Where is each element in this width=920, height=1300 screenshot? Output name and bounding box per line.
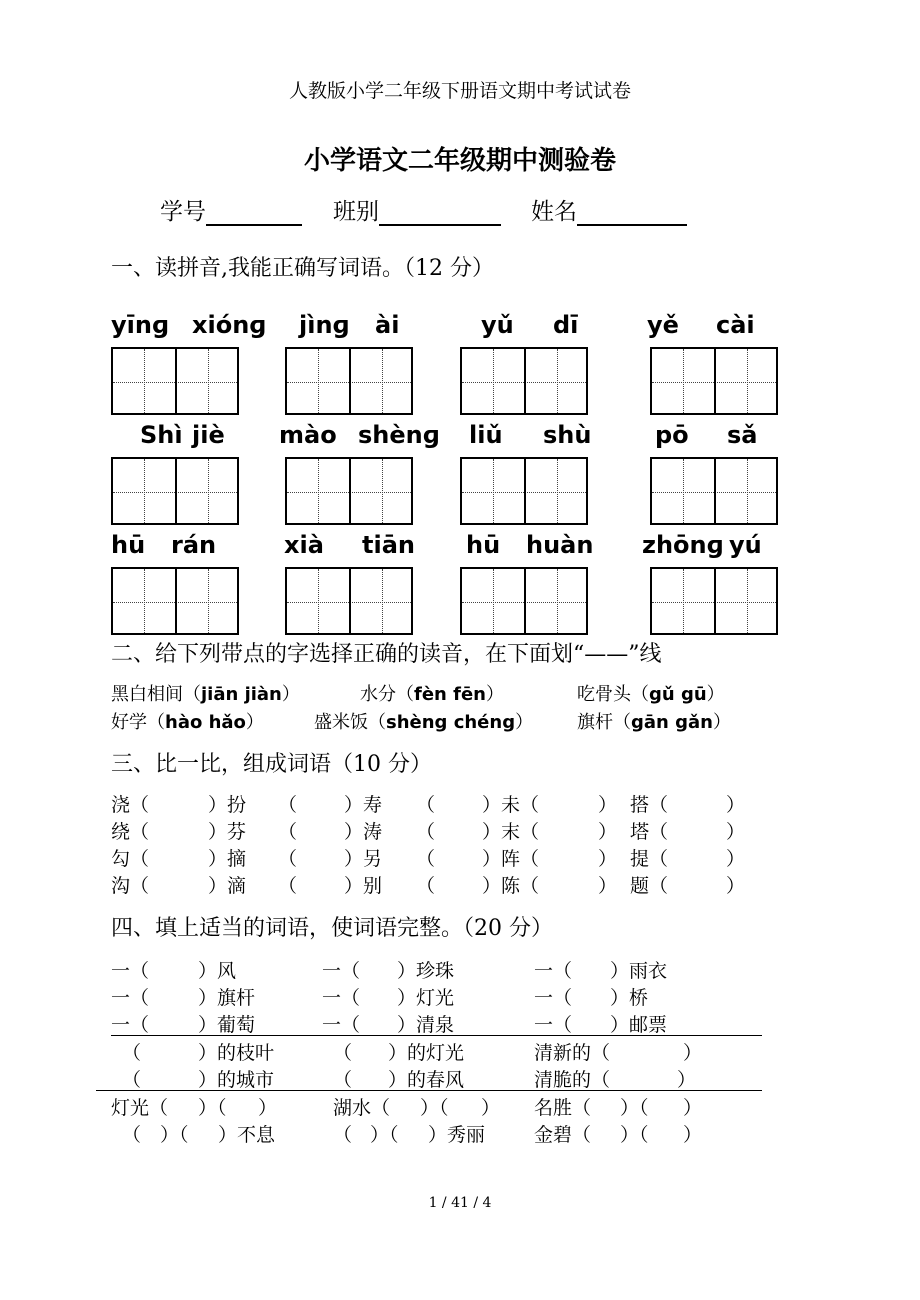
pinyin-word: cài — [716, 311, 755, 339]
compare-cell[interactable]: ） — [726, 794, 746, 816]
fill-cell[interactable]: （ — [333, 1069, 353, 1091]
fill-cell[interactable]: ）葡萄 — [198, 1014, 256, 1036]
fill-cell[interactable]: （ — [122, 1124, 142, 1146]
fill-cell[interactable]: ）秀丽 — [428, 1124, 486, 1146]
fill-cell[interactable]: ）（ — [620, 1097, 649, 1119]
compare-cell[interactable]: 题（ — [630, 875, 669, 897]
writing-grid[interactable] — [650, 347, 778, 415]
fill-cell[interactable]: ）旗杆 — [198, 987, 256, 1009]
fill-cell[interactable]: ） — [481, 1097, 501, 1119]
compare-cell[interactable]: ） — [726, 821, 746, 843]
fill-cell[interactable]: ）（ — [620, 1124, 649, 1146]
compare-cell[interactable]: 绕（ — [111, 821, 150, 843]
fill-cell[interactable]: 名胜（ — [534, 1097, 592, 1119]
fill-cell[interactable]: 一（ — [534, 1014, 573, 1036]
pinyin-word: xià — [284, 531, 324, 559]
fill-cell[interactable]: ）（ — [370, 1124, 399, 1146]
compare-cell[interactable]: ）滴 — [208, 875, 247, 897]
fill-cell[interactable]: ）不息 — [218, 1124, 276, 1146]
writing-grid[interactable] — [285, 347, 413, 415]
section-1-title: 一、读拼音,我能正确写词语。（12 分） — [111, 256, 494, 281]
fill-cell[interactable]: ） — [677, 1069, 697, 1091]
reading-option[interactable]: 旗杆（gān gǎn） — [577, 712, 731, 733]
section-3-title: 三、比一比，组成词语（10 分） — [111, 752, 432, 777]
divider-line — [111, 1035, 762, 1036]
compare-cell[interactable]: 提（ — [630, 848, 669, 870]
pinyin-word: shènɡ — [358, 421, 440, 449]
student-id-blank[interactable] — [206, 200, 302, 226]
fill-cell[interactable]: ）清泉 — [397, 1014, 455, 1036]
compare-cell[interactable]: ）未（ — [482, 794, 540, 816]
compare-cell[interactable]: ）阵（ — [482, 848, 540, 870]
fill-cell[interactable]: 湖水（ — [333, 1097, 391, 1119]
writing-grid[interactable] — [111, 347, 239, 415]
fill-cell[interactable]: 一（ — [534, 987, 573, 1009]
reading-option[interactable]: 吃骨头（gǔ gū） — [577, 684, 725, 705]
fill-cell[interactable]: 一（ — [322, 1014, 361, 1036]
pinyin-word: yǔ — [481, 311, 514, 339]
pinyin-word: rán — [171, 531, 217, 559]
name-label: 姓名 — [531, 199, 577, 225]
section-2-title: 二、给下列带点的字选择正确的读音，在下面划“——”线 — [111, 642, 662, 667]
compare-cell[interactable]: 塔（ — [630, 821, 669, 843]
writing-grid[interactable] — [460, 457, 588, 525]
compare-cell[interactable]: ）扮 — [208, 794, 247, 816]
fill-cell[interactable]: ） — [683, 1042, 703, 1064]
pinyin-word: tiān — [362, 531, 415, 559]
compare-cell[interactable]: （ — [416, 875, 436, 897]
fill-cell[interactable]: ）（ — [420, 1097, 449, 1119]
fill-cell[interactable]: ）的枝叶 — [198, 1042, 275, 1064]
student-id-label: 学号 — [160, 199, 206, 225]
pinyin-word: ài — [375, 311, 400, 339]
writing-grid[interactable] — [460, 567, 588, 635]
pinyin-word: pō — [655, 421, 689, 449]
fill-cell[interactable]: 一（ — [111, 1014, 150, 1036]
compare-cell[interactable]: ） — [598, 821, 618, 843]
fill-cell[interactable]: 清新的（ — [534, 1042, 611, 1064]
reading-option[interactable]: 盛米饭（shèng chéng） — [314, 712, 534, 733]
pinyin-word: liǔ — [469, 421, 503, 449]
compare-cell[interactable]: （ — [278, 794, 298, 816]
fill-cell[interactable]: ）（ — [198, 1097, 227, 1119]
reading-option[interactable]: 黑白相间（jiān jiàn） — [111, 684, 300, 705]
pinyin-word: hū — [466, 531, 501, 559]
fill-cell[interactable]: 一（ — [322, 960, 361, 982]
compare-cell[interactable]: 搭（ — [630, 794, 669, 816]
writing-grid[interactable] — [650, 567, 778, 635]
compare-cell[interactable]: （ — [416, 848, 436, 870]
class-field[interactable] — [333, 193, 501, 226]
pinyin-word: jiè — [192, 421, 225, 449]
writing-grid[interactable] — [650, 457, 778, 525]
pinyin-word: hū — [111, 531, 146, 559]
fill-cell[interactable]: （ — [333, 1124, 353, 1146]
fill-cell[interactable]: ） — [683, 1097, 703, 1119]
pinyin-word: dī — [553, 311, 579, 339]
compare-cell[interactable]: ）末（ — [482, 821, 540, 843]
compare-cell[interactable]: ）别 — [344, 875, 383, 897]
fill-cell[interactable]: 金碧（ — [534, 1124, 592, 1146]
fill-cell[interactable]: ）的灯光 — [388, 1042, 465, 1064]
pinyin-word: Shì — [140, 421, 183, 449]
compare-cell[interactable]: ）涛 — [344, 821, 383, 843]
compare-cell[interactable]: ） — [726, 848, 746, 870]
fill-cell[interactable]: ） — [683, 1124, 703, 1146]
fill-cell[interactable]: ） — [258, 1097, 278, 1119]
compare-cell[interactable]: 浇（ — [111, 794, 150, 816]
page-number: 1 / 41 / 4 — [428, 1195, 492, 1211]
compare-cell[interactable]: （ — [416, 821, 436, 843]
reading-option[interactable]: 水分（fèn fēn） — [360, 684, 504, 705]
compare-cell[interactable]: 沟（ — [111, 875, 150, 897]
pinyin-word: zhōnɡ — [642, 531, 724, 559]
compare-cell[interactable]: ）陈（ — [482, 875, 540, 897]
pinyin-word: huàn — [526, 531, 594, 559]
compare-cell[interactable]: （ — [278, 821, 298, 843]
compare-cell[interactable]: ）寿 — [344, 794, 383, 816]
fill-cell[interactable]: ）雨衣 — [610, 960, 668, 982]
fill-cell[interactable]: 一（ — [322, 987, 361, 1009]
fill-cell[interactable]: ）（ — [160, 1124, 189, 1146]
pinyin-word: jìnɡ — [299, 311, 350, 339]
pinyin-word: yú — [729, 531, 762, 559]
name-field[interactable] — [531, 193, 687, 226]
compare-cell[interactable]: ）芬 — [208, 821, 247, 843]
divider-line — [96, 1090, 762, 1091]
class-label: 班别 — [333, 199, 379, 225]
compare-cell[interactable]: ） — [598, 794, 618, 816]
fill-cell[interactable]: 清脆的（ — [534, 1069, 611, 1091]
writing-grid[interactable] — [460, 347, 588, 415]
compare-cell[interactable]: ）另 — [344, 848, 383, 870]
section-4-title: 四、填上适当的词语，使词语完整。（20 分） — [111, 916, 553, 941]
fill-cell[interactable]: ）灯光 — [397, 987, 455, 1009]
pinyin-word: shù — [543, 421, 592, 449]
pinyin-word: yě — [647, 311, 679, 339]
compare-cell[interactable]: ）摘 — [208, 848, 247, 870]
fill-cell[interactable]: （ — [122, 1042, 142, 1064]
compare-cell[interactable]: 勾（ — [111, 848, 150, 870]
compare-cell[interactable]: ） — [598, 848, 618, 870]
pinyin-word: sǎ — [727, 421, 758, 449]
exam-title: 小学语文二年级期中测验卷 — [303, 146, 616, 176]
student-id-field[interactable] — [160, 193, 302, 226]
writing-grid[interactable] — [111, 567, 239, 635]
pinyin-word: mào — [279, 421, 337, 449]
fill-cell[interactable]: ）珍珠 — [397, 960, 455, 982]
fill-cell[interactable]: 一（ — [111, 987, 150, 1009]
fill-cell[interactable]: 一（ — [534, 960, 573, 982]
fill-cell[interactable]: （ — [333, 1042, 353, 1064]
fill-cell[interactable]: ）的城市 — [198, 1069, 275, 1091]
writing-grid[interactable] — [285, 457, 413, 525]
name-blank[interactable] — [577, 200, 687, 226]
fill-cell[interactable]: ）风 — [198, 960, 237, 982]
class-blank[interactable] — [379, 200, 501, 226]
pinyin-word: yīnɡ — [111, 311, 170, 339]
pinyin-word: xiónɡ — [192, 311, 267, 339]
fill-cell[interactable]: 一（ — [111, 960, 150, 982]
fill-cell[interactable]: ）的春风 — [388, 1069, 465, 1091]
compare-cell[interactable]: ） — [598, 875, 618, 897]
compare-cell[interactable]: ） — [726, 875, 746, 897]
fill-cell[interactable]: ）桥 — [610, 987, 649, 1009]
fill-cell[interactable]: 灯光（ — [111, 1097, 169, 1119]
fill-cell[interactable]: ）邮票 — [610, 1014, 668, 1036]
page-header: 人教版小学二年级下册语文期中考试试卷 — [288, 80, 631, 102]
compare-cell[interactable]: （ — [278, 848, 298, 870]
compare-cell[interactable]: （ — [416, 794, 436, 816]
compare-cell[interactable]: （ — [278, 875, 298, 897]
writing-grid[interactable] — [111, 457, 239, 525]
reading-option[interactable]: 好学（hào hǎo） — [111, 712, 264, 733]
writing-grid[interactable] — [285, 567, 413, 635]
fill-cell[interactable]: （ — [122, 1069, 142, 1091]
